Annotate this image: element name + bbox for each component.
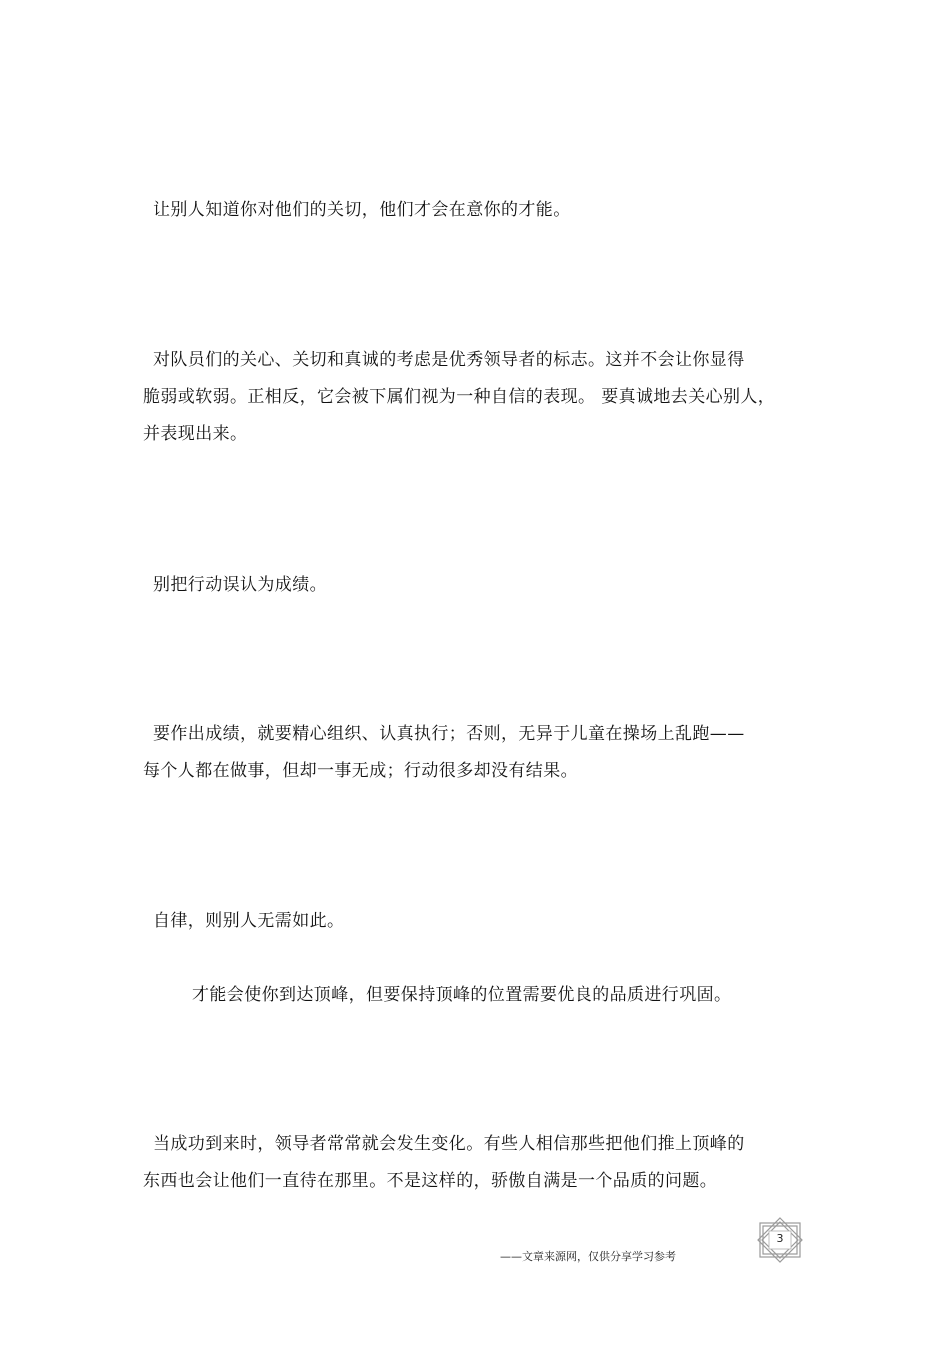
text-line: 让别人知道你对他们的关切，他们才会在意你的才能。 bbox=[153, 200, 571, 220]
text-line: 每个人都在做事，但却一事无成；行动很多却没有结果。 bbox=[143, 761, 578, 781]
text-line: 脆弱或软弱。正相反，它会被下属们视为一种自信的表现。 要真诚地去关心别人， bbox=[143, 387, 776, 407]
text-line: 东西也会让他们一直待在那里。不是这样的，骄傲自满是一个品质的问题。 bbox=[143, 1171, 718, 1191]
text-line: 并表现出来。 bbox=[143, 424, 248, 444]
page-number: 3 bbox=[776, 1232, 784, 1245]
text-line: 对队员们的关心、关切和真诚的考虑是优秀领导者的标志。这并不会让你显得 bbox=[153, 350, 745, 370]
text-line: 别把行动误认为成绩。 bbox=[153, 575, 327, 595]
text-line: 自律，则别人无需如此。 bbox=[153, 911, 345, 931]
page-number-badge bbox=[752, 1217, 808, 1263]
text-line: 要作出成绩，就要精心组织、认真执行；否则，无异于儿童在操场上乱跑—— bbox=[153, 724, 745, 744]
text-line: 才能会使你到达顶峰，但要保持顶峰的位置需要优良的品质进行巩固。 bbox=[192, 985, 732, 1005]
text-line: 当成功到来时，领导者常常就会发生变化。有些人相信那些把他们推上顶峰的 bbox=[153, 1134, 745, 1154]
footer-source-note: ——文章来源网，仅供分享学习参考 bbox=[500, 1250, 676, 1263]
